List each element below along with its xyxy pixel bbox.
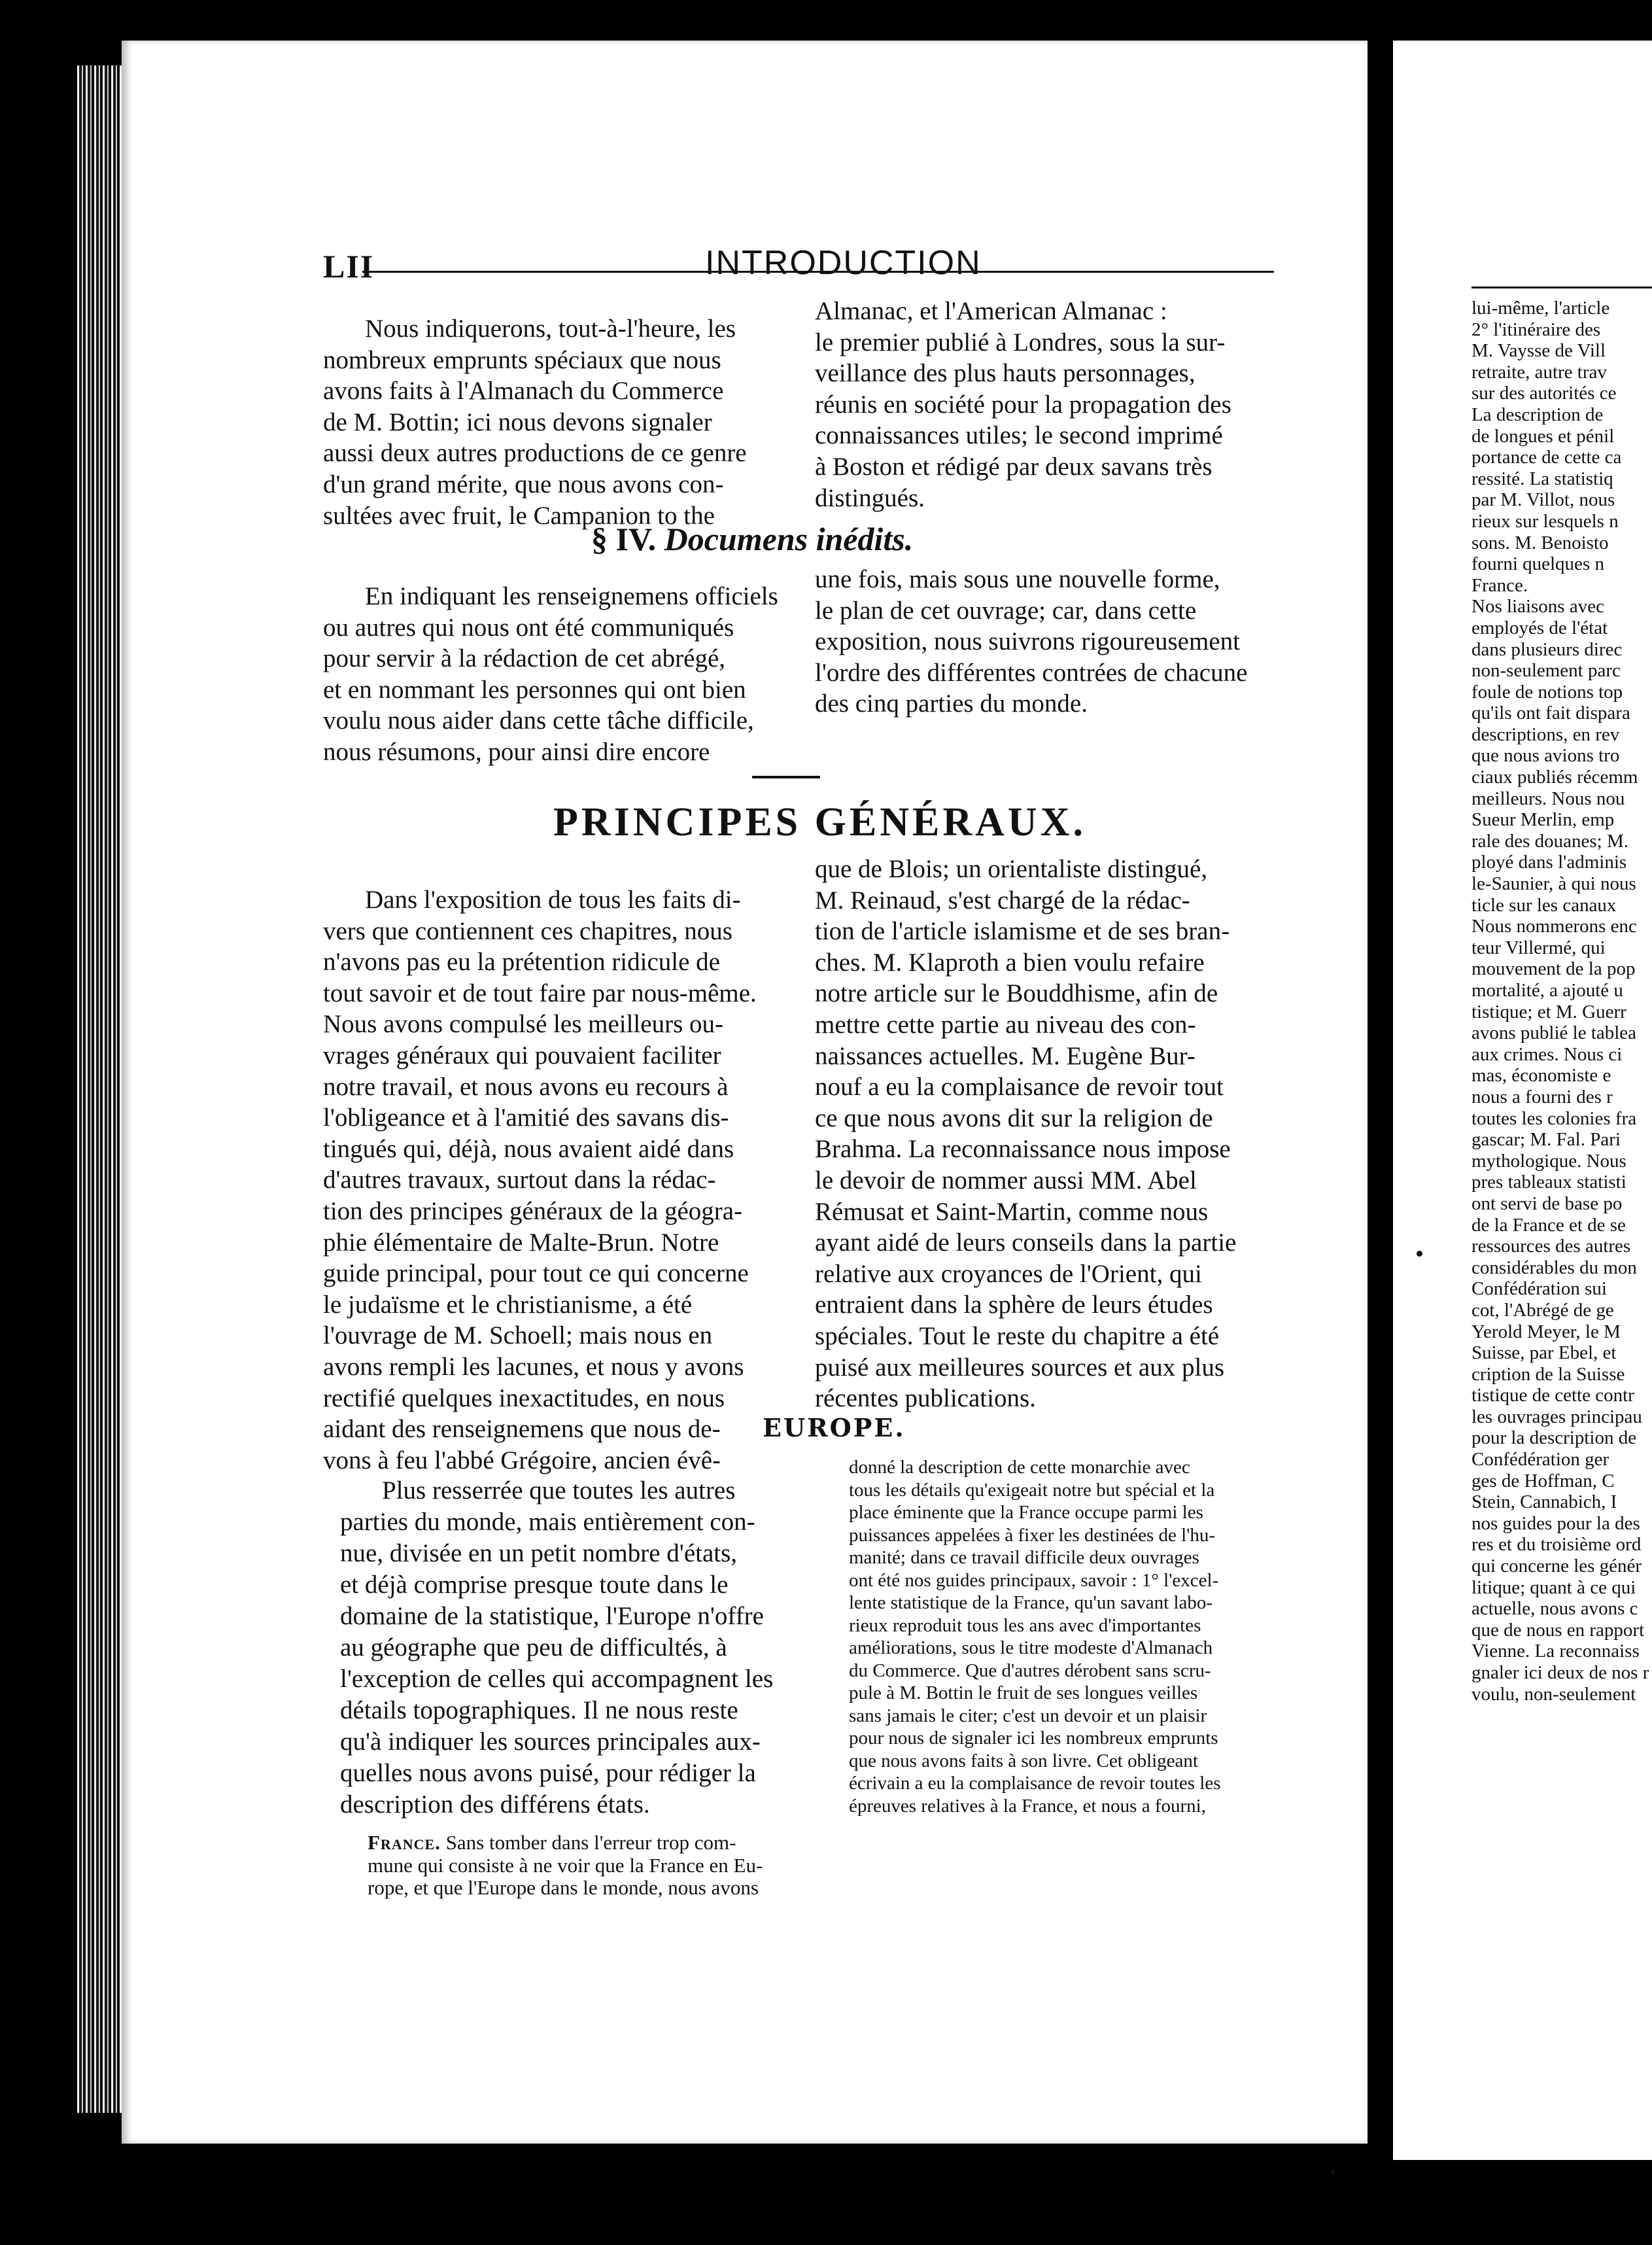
- text-line: dans plusieurs direc: [1471, 638, 1623, 660]
- text-line: pule à M. Bottin le fruit de ses longues veilles: [849, 1682, 1198, 1703]
- ink-mark: [1332, 2169, 1335, 2174]
- header-rule: [362, 271, 1274, 273]
- ink-mark: [1417, 1251, 1422, 1257]
- section-heading: [591, 520, 913, 558]
- text-line: le devoir de nommer aussi MM. Abel: [815, 1166, 1197, 1194]
- text-line: aux crimes. Nous ci: [1471, 1043, 1623, 1065]
- text-line: Nous indiquerons, tout-à-l'heure, les: [365, 315, 736, 343]
- text-line: à Boston et rédigé par deux savans très: [815, 452, 1213, 481]
- text-line: réunis en société pour la propagation des: [815, 390, 1231, 419]
- text-line: n'avons pas eu la prétention ridicule de: [323, 948, 720, 977]
- text-line: l'exception de celles qui accompagnent les: [340, 1665, 774, 1693]
- text-line: non-seulement parc: [1471, 660, 1621, 682]
- text-line: pres tableaux statisti: [1471, 1172, 1626, 1193]
- text-line: tous les détails qu'exigeait notre but spécial et la: [849, 1479, 1215, 1501]
- text-line: mythologique. Nous: [1471, 1150, 1626, 1172]
- text-line: l'ouvrage de M. Schoell; mais nous en: [323, 1321, 713, 1350]
- text-line: au géographe que peu de difficultés, à: [340, 1633, 727, 1662]
- text-line: aidant des renseignemens que nous de-: [323, 1415, 721, 1444]
- text-line: mettre cette partie au niveau des con-: [815, 1010, 1196, 1039]
- text-line: nous résumons, pour ainsi dire encore: [323, 737, 710, 766]
- text-line: et déjà comprise presque toute dans le: [340, 1571, 729, 1599]
- text-line: ticle sur les canaux: [1471, 894, 1617, 916]
- text-line: que nous avons faits à son livre. Cet obligeant: [849, 1750, 1198, 1771]
- text-line: Nous avons compulsé les meilleurs ou-: [323, 1010, 723, 1039]
- text-line: par M. Villot, nous: [1471, 489, 1615, 511]
- text-line: exposition, nous suivrons rigoureusement: [815, 627, 1240, 656]
- text-line: rectifié quelques inexactitudes, en nous: [323, 1384, 725, 1412]
- text-line: détails topographiques. Il ne nous reste: [340, 1696, 738, 1724]
- text-line: ce que nous avons dit sur la religion de: [815, 1104, 1213, 1132]
- text-line: ployé dans l'adminis: [1471, 852, 1627, 873]
- text-line: toutes les colonies fra: [1471, 1107, 1637, 1129]
- text-line: ou autres qui nous ont été communiqués: [323, 613, 734, 642]
- text-line: voulu, non-seulement: [1471, 1683, 1636, 1705]
- text-line: phie élémentaire de Malte-Brun. Notre: [323, 1228, 719, 1257]
- text-line: actuelle, nous avons c: [1471, 1598, 1638, 1620]
- separator-rule: [752, 776, 820, 778]
- france-label: France.: [368, 1831, 441, 1854]
- right-page-header-rule: [1471, 287, 1652, 288]
- text-line: mortalité, a ajouté u: [1471, 980, 1623, 1001]
- text-line: d'un grand mérite, que nous avons con-: [323, 470, 724, 498]
- text-line: l'ordre des différentes contrées de chacune: [815, 658, 1248, 687]
- text-line: pour la description de: [1471, 1427, 1637, 1449]
- text-line: que de nous en rapport: [1471, 1619, 1645, 1641]
- text-line: tion de l'article islamisme et de ses bran-: [815, 917, 1230, 946]
- text-line: une fois, mais sous une nouvelle forme,: [815, 565, 1220, 593]
- text-line: mouvement de la pop: [1471, 958, 1636, 980]
- text-line: descriptions, en rev: [1471, 723, 1620, 745]
- text-line: M. Reinaud, s'est chargé de la rédac-: [815, 886, 1190, 914]
- text-line: Dans l'exposition de tous les faits di-: [365, 886, 741, 914]
- europe-heading: EUROPE.: [763, 1413, 906, 1442]
- text-line: Almanac, et l'American Almanac :: [815, 297, 1167, 325]
- text-line: Rémusat et Saint-Martin, comme nous: [815, 1197, 1209, 1226]
- text-line: Plus resserrée que toutes les autres: [382, 1476, 736, 1505]
- text-line: tingués qui, déjà, nous avaient aidé dans: [323, 1134, 734, 1163]
- section-iv-right-column: [815, 564, 1283, 720]
- text-line: que nous avions tro: [1471, 745, 1620, 767]
- text-line: de M. Bottin; ici nous devons signaler: [323, 408, 712, 436]
- text-line: donné la description de cette monarchie avec: [849, 1457, 1190, 1478]
- text-line: sans jamais le citer; c'est un devoir et un plaisir: [849, 1705, 1207, 1726]
- text-line: ont servi de base po: [1471, 1192, 1623, 1214]
- text-line: améliorations, sous le titre modeste d'Almanach: [849, 1637, 1213, 1658]
- text-line: La description de: [1471, 404, 1604, 425]
- text-line: sur des autorités ce: [1471, 383, 1617, 404]
- text-line: parties du monde, mais entièrement con-: [340, 1508, 755, 1536]
- text-line: manité; dans ce travail difficile deux ouvrages: [849, 1547, 1199, 1568]
- text-line: naissances actuelles. M. Eugène Bur-: [815, 1041, 1196, 1070]
- text-line: les ouvrages principau: [1471, 1406, 1642, 1427]
- chapter-heading: PRINCIPES GÉNÉRAUX.: [553, 800, 1086, 844]
- text-line: ont été nos guides principaux, savoir : 1° l'excel-: [849, 1569, 1219, 1591]
- text-line: cription de la Suisse: [1471, 1363, 1625, 1385]
- text-line: considérables du mon: [1471, 1257, 1637, 1278]
- text-line: place éminente que la France occupe parmi les: [849, 1502, 1203, 1523]
- text-line: écrivain a eu la complaisance de revoir toutes les: [849, 1773, 1221, 1794]
- text-line: distingués.: [815, 483, 925, 512]
- text-line: mas, économiste e: [1471, 1065, 1611, 1087]
- text-line: Sans tomber dans l'erreur trop com-: [445, 1831, 736, 1854]
- text-line: ciaux publiés récemm: [1471, 767, 1638, 788]
- europe-left-column: [340, 1475, 834, 1820]
- text-line: vers que contiennent ces chapitres, nous: [323, 916, 732, 945]
- text-line: meilleurs. Nous nou: [1471, 788, 1625, 809]
- text-line: notre travail, et nous avons eu recours à: [323, 1072, 729, 1101]
- text-line: vons à feu l'abbé Grégoire, ancien évê-: [323, 1446, 721, 1474]
- text-line: domaine de la statistique, l'Europe n'offre: [340, 1602, 764, 1630]
- text-line: nous a fourni des r: [1471, 1086, 1613, 1107]
- text-line: Brahma. La reconnaissance nous impose: [815, 1135, 1231, 1164]
- text-line: le judaïsme et le christianisme, a été: [323, 1290, 693, 1319]
- text-line: Suisse, par Ebel, et: [1471, 1342, 1617, 1364]
- text-line: du Commerce. Que d'autres dérobent sans scru-: [849, 1660, 1211, 1681]
- text-line: lui-même, l'article: [1471, 298, 1610, 319]
- text-line: nos guides pour la des: [1471, 1512, 1640, 1534]
- section-number: § IV.: [591, 521, 657, 557]
- text-line: res et du troisième ord: [1471, 1534, 1642, 1556]
- running-header: [323, 208, 1274, 285]
- text-line: mune qui consiste à ne voir que la France en Eu-: [368, 1853, 763, 1877]
- text-line: tion des principes généraux de la géogra-: [323, 1196, 743, 1225]
- text-line: l'obligeance et à l'amitié des savans dis-: [323, 1104, 729, 1132]
- text-line: de la France et de se: [1471, 1214, 1626, 1236]
- text-line: retraite, autre trav: [1471, 361, 1607, 383]
- text-line: teur Villermé, qui: [1471, 937, 1606, 958]
- text-line: Vienne. La reconnaiss: [1471, 1641, 1640, 1662]
- text-line: guide principal, pour tout ce qui concerne: [323, 1259, 749, 1288]
- text-line: entraient dans la sphère de leurs études: [815, 1291, 1213, 1319]
- text-line: ressources des autres: [1471, 1236, 1631, 1257]
- text-line: de longues et pénil: [1471, 425, 1615, 447]
- text-line: rale des douanes; M.: [1471, 830, 1628, 852]
- text-line: le plan de cet ouvrage; car, dans cette: [815, 596, 1197, 625]
- text-line: relative aux croyances de l'Orient, qui: [815, 1259, 1202, 1288]
- text-line: connaissances utiles; le second imprimé: [815, 421, 1223, 450]
- text-line: rieux reproduit tous les ans avec d'importantes: [849, 1614, 1201, 1636]
- text-line: France.: [1471, 574, 1528, 596]
- text-line: le premier publié à Londres, sous la sur-: [815, 328, 1226, 357]
- text-line: foule de notions top: [1471, 681, 1623, 703]
- text-line: ges de Hoffman, C: [1471, 1470, 1615, 1491]
- text-line: tout savoir et de tout faire par nous-même.: [323, 979, 757, 1007]
- text-line: tistique de cette contr: [1471, 1385, 1634, 1406]
- text-line: nue, divisée en un petit nombre d'états,: [340, 1539, 738, 1567]
- text-line: Confédération ger: [1471, 1449, 1609, 1471]
- text-line: Sueur Merlin, emp: [1471, 809, 1615, 831]
- france-paragraph: [368, 1832, 834, 1900]
- text-line: aussi deux autres productions de ce genre: [323, 439, 747, 468]
- text-line: portance de cette ca: [1471, 447, 1622, 468]
- text-line: veillance des plus hauts personnages,: [815, 359, 1196, 388]
- text-line: employés de l'état: [1471, 617, 1608, 638]
- text-line: description des différens états.: [340, 1790, 650, 1819]
- text-line: ayant aidé de leurs conseils dans la partie: [815, 1228, 1237, 1257]
- text-line: Nous nommerons enc: [1471, 916, 1637, 937]
- text-line: voulu nous aider dans cette tâche difficile,: [323, 706, 754, 735]
- text-line: puisé aux meilleures sources et aux plus: [815, 1353, 1224, 1382]
- text-line: M. Vaysse de Vill: [1471, 340, 1606, 362]
- text-line: cot, l'Abrégé de ge: [1471, 1299, 1614, 1321]
- text-line: ressité. La statistiq: [1471, 468, 1613, 489]
- text-line: quelles nous avons puisé, pour rédiger la: [340, 1759, 756, 1787]
- text-line: qui concerne les génér: [1471, 1556, 1642, 1577]
- text-line: Nos liaisons avec: [1471, 596, 1604, 618]
- text-line: lente statistique de la France, qu'un savant labo-: [849, 1592, 1213, 1613]
- intro-left-column: [323, 313, 789, 531]
- text-line: Confédération sui: [1471, 1278, 1607, 1300]
- text-line: nombreux emprunts spéciaux que nous: [323, 345, 721, 374]
- text-line: pour nous de signaler ici les nombreux emprunts: [849, 1728, 1218, 1749]
- text-line: épreuves relatives à la France, et nous a fourni,: [849, 1795, 1206, 1817]
- text-line: Stein, Cannabich, I: [1471, 1491, 1617, 1513]
- text-line: gnaler ici deux de nos r: [1471, 1662, 1649, 1683]
- text-line: sultées avec fruit, le Campanion to the: [323, 501, 715, 530]
- text-line: nouf a eu la complaisance de revoir tout: [815, 1073, 1224, 1102]
- book-gutter: [1368, 0, 1393, 2245]
- text-line: avons publié le tablea: [1471, 1022, 1637, 1044]
- text-line: le-Saunier, à qui nous: [1471, 873, 1636, 895]
- text-line: 2° l'itinéraire des: [1471, 319, 1601, 340]
- principes-left-column: [323, 884, 789, 1476]
- text-line: fourni quelques n: [1471, 553, 1604, 575]
- text-line: d'autres travaux, surtout dans la rédac-: [323, 1166, 716, 1194]
- text-line: avons faits à l'Almanach du Commerce: [323, 377, 724, 406]
- right-page-column: [1471, 298, 1652, 1705]
- text-line: vrages généraux qui pouvaient faciliter: [323, 1041, 721, 1070]
- text-line: gascar; M. Fal. Pari: [1471, 1129, 1621, 1151]
- text-line: tistique; et M. Guerr: [1471, 1001, 1626, 1022]
- text-line: notre article sur le Bouddhisme, afin de: [815, 979, 1218, 1008]
- text-line: Yerold Meyer, le M: [1471, 1321, 1621, 1342]
- text-line: En indiquant les renseignemens officiels: [365, 582, 778, 610]
- section-title: Documens inédits.: [664, 521, 914, 557]
- intro-right-column: [815, 296, 1283, 513]
- text-line: litique; quant à ce qui: [1471, 1576, 1636, 1598]
- text-line: récentes publications.: [815, 1384, 1036, 1413]
- text-line: que de Blois; un orientaliste distingué,: [815, 855, 1208, 883]
- page-number: LII: [323, 248, 375, 285]
- book-page-edges: [77, 65, 123, 2113]
- text-line: spéciales. Tout le reste du chapitre a été: [815, 1321, 1220, 1350]
- text-line: avons rempli les lacunes, et nous y avons: [323, 1352, 744, 1381]
- text-line: qu'à indiquer les sources principales aux-: [340, 1728, 761, 1756]
- text-line: rieux sur lesquels n: [1471, 510, 1619, 532]
- text-line: des cinq parties du monde.: [815, 689, 1088, 718]
- text-line: qu'ils ont fait dispara: [1471, 703, 1630, 724]
- text-line: puissances appelées à fixer les destinées de l'hu-: [849, 1524, 1216, 1546]
- text-line: et en nommant les personnes qui ont bien: [323, 675, 746, 704]
- text-line: pour servir à la rédaction de cet abrégé,: [323, 644, 726, 673]
- section-iv-left-column: [323, 581, 789, 768]
- text-line: rope, et que l'Europe dans le monde, nous avons: [368, 1876, 759, 1899]
- europe-right-column: [849, 1456, 1333, 1817]
- text-line: sons. M. Benoisto: [1471, 532, 1609, 553]
- principes-right-column: [815, 854, 1283, 1414]
- running-title: INTRODUCTION: [705, 244, 982, 282]
- text-line: ches. M. Klaproth a bien voulu refaire: [815, 948, 1205, 977]
